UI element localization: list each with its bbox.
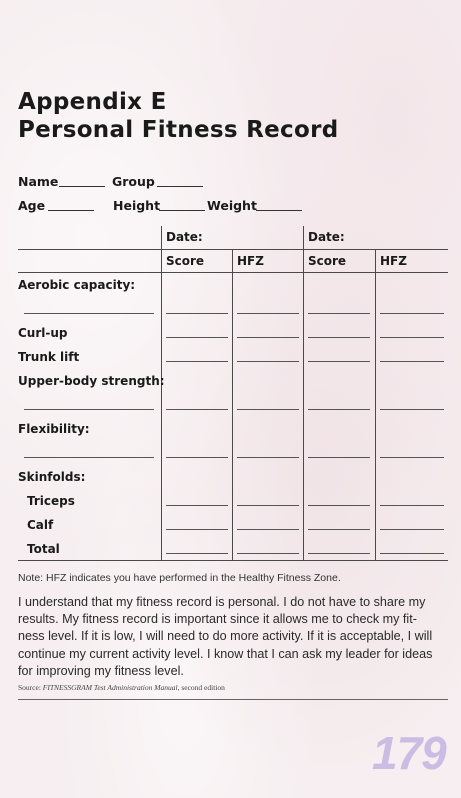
source-title: FITNESSGRAM Test Administration Manual	[42, 683, 178, 692]
entry-cell-blank[interactable]	[166, 457, 228, 458]
entry-cell-blank[interactable]	[380, 337, 444, 338]
age-blank[interactable]	[48, 210, 94, 211]
source-suffix: , second edition	[177, 683, 225, 692]
page-title	[18, 88, 338, 144]
entry-cell-blank[interactable]	[237, 457, 299, 458]
entry-cell-blank[interactable]	[308, 337, 370, 338]
entry-cell-blank[interactable]	[166, 553, 228, 554]
row-label-total: Total	[27, 542, 60, 556]
title-line-1: Appendix E	[18, 89, 167, 115]
entry-cell-blank[interactable]	[237, 409, 299, 410]
hfz-note: Note: HFZ indicates you have performed in the Healthy Fitness Zone.	[18, 572, 341, 584]
row-label-aerobic: Aerobic capacity:	[18, 278, 136, 292]
row-label-trunklift: Trunk lift	[18, 350, 80, 364]
entry-cell-blank[interactable]	[166, 529, 228, 530]
date-header-2: Date:	[308, 230, 345, 244]
entry-cell-blank[interactable]	[380, 409, 444, 410]
entry-cell-blank[interactable]	[166, 361, 228, 362]
row-label-triceps: Triceps	[27, 494, 75, 508]
flexibility-detail-blank[interactable]	[24, 457, 154, 458]
table-divider-3	[303, 226, 304, 560]
paragraph-line: continue my current activity level. I know that I can ask my leader for ideas	[18, 646, 433, 661]
table-header-rule	[18, 249, 448, 250]
row-label-curlup: Curl-up	[18, 326, 68, 340]
score-header-1: Score	[166, 254, 205, 268]
row-label-flexibility: Flexibility:	[18, 422, 90, 436]
hfz-header-1: HFZ	[237, 254, 264, 268]
page-number: 179	[372, 727, 446, 779]
row-label-skinfolds: Skinfolds:	[18, 470, 86, 484]
footer-rule	[18, 699, 448, 700]
entry-cell-blank[interactable]	[308, 529, 370, 530]
table-divider-2	[232, 249, 233, 560]
entry-cell-blank[interactable]	[237, 529, 299, 530]
privacy-paragraph	[18, 594, 448, 680]
age-label: Age	[18, 198, 46, 213]
entry-cell-blank[interactable]	[380, 529, 444, 530]
entry-cell-blank[interactable]	[380, 505, 444, 506]
entry-cell-blank[interactable]	[237, 505, 299, 506]
height-label: Height	[113, 198, 161, 213]
entry-cell-blank[interactable]	[308, 409, 370, 410]
entry-cell-blank[interactable]	[308, 361, 370, 362]
entry-cell-blank[interactable]	[308, 457, 370, 458]
upperbody-detail-blank[interactable]	[24, 409, 154, 410]
source-prefix: Source:	[18, 683, 43, 692]
table-subheader-rule	[18, 272, 448, 273]
entry-cell-blank[interactable]	[166, 337, 228, 338]
entry-cell-blank[interactable]	[308, 553, 370, 554]
row-label-upperbody: Upper-body strength:	[18, 374, 165, 388]
entry-cell-blank[interactable]	[308, 505, 370, 506]
entry-cell-blank[interactable]	[237, 553, 299, 554]
group-blank[interactable]	[157, 186, 203, 187]
row-label-calf: Calf	[27, 518, 54, 532]
entry-cell-blank[interactable]	[380, 361, 444, 362]
paragraph-line: for improving my fitness level.	[18, 663, 184, 678]
date-header-1: Date:	[166, 230, 203, 244]
name-label: Name	[18, 174, 59, 189]
name-blank[interactable]	[59, 186, 105, 187]
weight-blank[interactable]	[256, 210, 302, 211]
paragraph-line: ness level. If it is low, I will need to do more activity. If it is acceptable, I will	[18, 629, 433, 644]
weight-label: Weight	[207, 198, 257, 213]
entry-cell-blank[interactable]	[166, 313, 228, 314]
entry-cell-blank[interactable]	[380, 553, 444, 554]
height-blank[interactable]	[159, 210, 205, 211]
entry-cell-blank[interactable]	[166, 409, 228, 410]
table-divider-4	[375, 249, 376, 560]
source-citation	[18, 683, 225, 692]
paragraph-line: results. My fitness record is important since it allows me to check my fit-	[18, 612, 417, 627]
table-divider-1	[161, 226, 162, 560]
title-line-2: Personal Fitness Record	[18, 117, 339, 143]
entry-cell-blank[interactable]	[166, 505, 228, 506]
entry-cell-blank[interactable]	[237, 313, 299, 314]
paragraph-line: I understand that my fitness record is personal. I do not have to share my	[18, 595, 426, 609]
hfz-header-2: HFZ	[380, 254, 407, 268]
table-bottom-rule	[18, 560, 448, 561]
entry-cell-blank[interactable]	[308, 313, 370, 314]
entry-cell-blank[interactable]	[380, 313, 444, 314]
entry-cell-blank[interactable]	[237, 361, 299, 362]
entry-cell-blank[interactable]	[237, 337, 299, 338]
group-label: Group	[112, 174, 155, 189]
aerobic-detail-blank[interactable]	[24, 313, 154, 314]
score-header-2: Score	[308, 254, 347, 268]
entry-cell-blank[interactable]	[380, 457, 444, 458]
